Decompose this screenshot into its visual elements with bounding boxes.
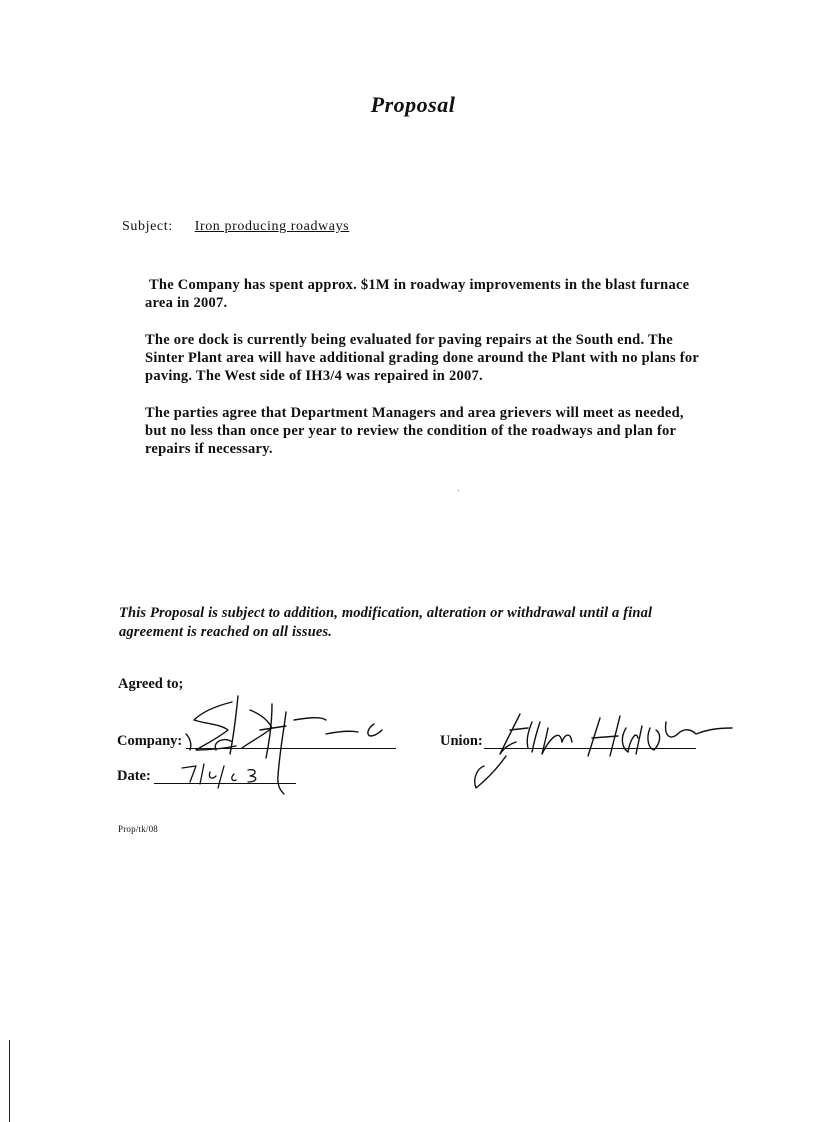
subject-value: Iron producing roadways <box>194 219 350 234</box>
agreed-label: Agreed to; <box>118 676 184 692</box>
page-title: Proposal <box>370 92 456 117</box>
company-label: Company: <box>117 733 183 749</box>
handwritten-date <box>178 760 288 800</box>
paragraph-agreement: The parties agree that Department Managers and area grievers will meet as needed, but no less than once per year to review the condition of the roadways and plan for repairs if necessary. <box>145 405 684 457</box>
disclaimer-text: This Proposal is subject to addition, modification, alteration or withdrawal until a final agreement is reached on all issues. <box>119 605 653 640</box>
scan-speck <box>458 490 459 491</box>
union-signature <box>470 708 740 798</box>
subject-label: Subject: <box>122 219 173 234</box>
scan-edge-line <box>9 1040 10 1122</box>
date-label: Date: <box>117 768 151 784</box>
paragraph-spending <box>145 276 705 312</box>
footer-code: Prop/tk/08 <box>118 824 159 834</box>
subject-line <box>122 219 349 235</box>
paragraph-spending-text: The Company has spent approx. $1M in roadway improvements in the blast furnace area in 2007. <box>145 277 690 311</box>
paragraph-ore-dock: The ore dock is currently being evaluated for paving repairs at the South end. The Sinter Plant area will have additional grading done around the Plant with no plans for paving. The West side of IH3/4 was repaired in 2007. <box>145 332 699 384</box>
union-label: Union: <box>440 733 483 749</box>
